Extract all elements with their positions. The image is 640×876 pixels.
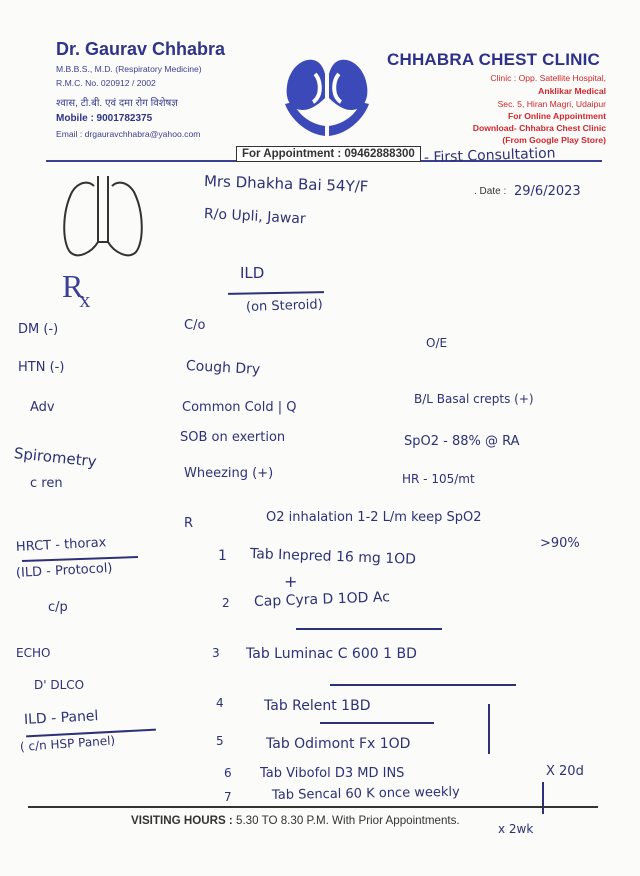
- left-note-dm: DM (-): [18, 322, 59, 337]
- complaint-2: Common Cold | Q: [182, 400, 297, 415]
- clinic-logo-icon: [281, 52, 373, 142]
- diagnosis-underline: [228, 291, 324, 294]
- med-number-3: 3: [212, 646, 220, 660]
- doctor-email: Email : drgauravchhabra@yahoo.com: [56, 129, 201, 139]
- appointment-box: For Appointment : 09462888300: [236, 146, 421, 162]
- o2-instruction: O2 inhalation 1-2 L/m keep SpO2: [266, 510, 482, 525]
- left-note-cren: c ren: [30, 476, 63, 491]
- date-label: . Date :: [474, 186, 507, 197]
- medicine-plus: +: [284, 572, 298, 591]
- doctor-specialty-hindi: श्वास, टी.बी. एवं दमा रोग विशेषज्ञ: [56, 98, 178, 109]
- med-number-2: 2: [222, 596, 230, 610]
- residence: R/o Upli, Jawar: [203, 206, 307, 228]
- doctor-qualifications: M.B.B.S., M.D. (Respiratory Medicine): [56, 64, 202, 74]
- oe-label: O/E: [426, 336, 448, 350]
- patient-name: Mrs Dhakha Bai 54Y/F: [203, 172, 369, 196]
- rx-symbol: $R_x$: [62, 268, 91, 312]
- med-number-4: 4: [216, 696, 224, 710]
- exam-1: B/L Basal crepts (+): [414, 392, 534, 406]
- clinic-address-line3: Sec. 5, Hiran Magri, Udaipur: [497, 99, 606, 109]
- med-number-7: 7: [224, 790, 232, 804]
- o2-target: >90%: [540, 536, 580, 551]
- lungs-outline-icon: [58, 172, 150, 268]
- medicine-4: Tab Relent 1BD: [264, 698, 371, 714]
- doctor-name: Dr. Gaurav Chhabra: [56, 39, 226, 59]
- doctor-rmc: R.M.C. No. 020912 / 2002: [56, 78, 156, 88]
- clinic-address-line2: Anklikar Medical: [538, 86, 606, 96]
- online-appointment-line2: Download- Chhabra Chest Clinic: [472, 123, 606, 133]
- footer-divider: [28, 806, 598, 808]
- med-number-5: 5: [216, 734, 224, 748]
- medicine-2: Cap Cyra D 1OD Ac: [253, 589, 391, 610]
- hrct-underline: [22, 556, 138, 562]
- left-note-echo: ECHO: [16, 646, 51, 660]
- med-number-1: 1: [218, 548, 227, 564]
- exam-3: HR - 105/mt: [402, 472, 475, 486]
- clinic-name: CHHABRA CHEST CLINIC: [387, 50, 601, 69]
- bracket-line-2: [542, 782, 544, 814]
- left-note-hsp-panel: ( c/n HSP Panel): [19, 733, 116, 754]
- medicine-7: Tab Sencal 60 K once weekly: [271, 784, 460, 803]
- medicine-3: Tab Luminac C 600 1 BD: [246, 646, 417, 662]
- complaint-4: Wheezing (+): [184, 466, 274, 481]
- bracket-line: [488, 704, 490, 754]
- medicine-1: Tab Inepred 16 mg 1OD: [249, 546, 417, 568]
- med-number-6: 6: [224, 766, 232, 780]
- first-consultation-note: - First Consultation: [423, 145, 556, 166]
- left-note-ild-protocol: (ILD - Protocol): [15, 560, 113, 581]
- diagnosis: ILD: [240, 264, 265, 282]
- bottom-note: x 2wk: [498, 822, 534, 836]
- left-note-htn: HTN (-): [18, 360, 65, 375]
- left-note-ild-panel: ILD - Panel: [23, 708, 99, 728]
- medicine-6: Tab Vibofol D3 MD INS: [260, 766, 405, 781]
- visiting-hours: VISITING HOURS : 5.30 TO 8.30 P.M. With Prior Appointments.: [131, 814, 460, 827]
- left-note-cp: c/p: [48, 600, 68, 615]
- diagnosis-note: (on Steroid): [245, 297, 323, 315]
- left-note-hrct: HRCT - thorax: [15, 535, 107, 555]
- medicine-3-dose-line: [330, 684, 516, 686]
- medicine-4-dose-line: [320, 722, 434, 724]
- left-note-dlco: D' DLCO: [34, 678, 85, 692]
- duration-note: X 20d: [546, 764, 584, 779]
- medicine-5: Tab Odimont Fx 1OD: [266, 736, 411, 752]
- complaint-3: SOB on exertion: [180, 430, 286, 445]
- rx-mark: R: [184, 516, 194, 531]
- doctor-mobile: Mobile : 9001782375: [56, 113, 153, 124]
- exam-2: SpO2 - 88% @ RA: [404, 434, 520, 449]
- co-label: C/o: [184, 318, 206, 333]
- online-appointment-line1: For Online Appointment: [507, 111, 606, 121]
- clinic-address-line1: Clinic : Opp. Satellite Hospital,: [490, 73, 606, 83]
- left-note-spirometry: Spirometry: [13, 444, 98, 471]
- left-note-adv: Adv: [30, 400, 55, 415]
- medicine-2-dose-line: [296, 628, 442, 630]
- online-appointment-line3: (From Google Play Store): [502, 135, 606, 145]
- complaint-1: Cough Dry: [185, 358, 261, 378]
- date-value: 29/6/2023: [514, 184, 581, 199]
